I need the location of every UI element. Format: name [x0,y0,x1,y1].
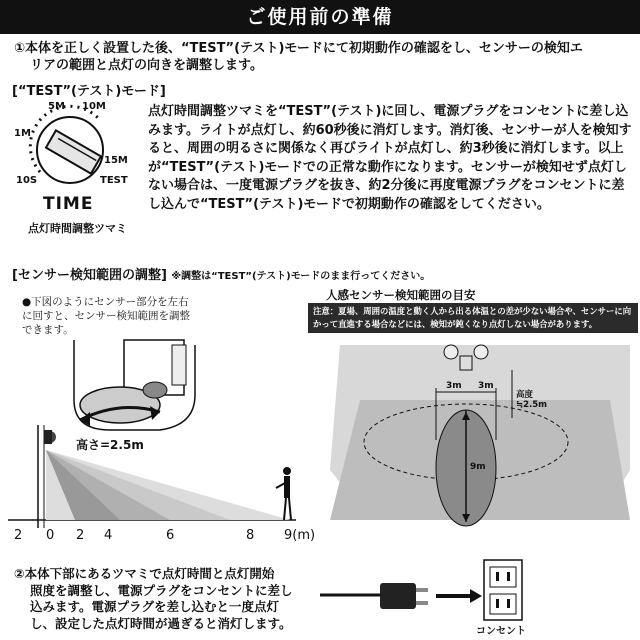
axis-tick-8: 8 [246,528,255,543]
axis-tick-9 [284,528,315,543]
axis-tick-6: 6 [166,528,175,543]
axis-tick-neg2: 2 [14,528,23,543]
dial-label-15m: 15M [104,155,128,166]
step2-line1: ②本体下部にあるツマミで点灯時間と点灯開始 [14,566,275,581]
step2-line4: し、設定した点灯時間が過ぎると消灯します。 [30,615,292,631]
dial-label-10s: 10S [16,175,38,186]
sensor-adjust-note: ※調整は“TEST”(テスト)モードのまま行ってください。 [171,271,431,282]
sensor-height-label: 高さ=2.5m [76,438,144,452]
axis-tick-0: 0 [46,528,55,543]
axis-tick-4: 4 [104,528,113,543]
sensor-closeup [74,340,195,430]
dial-label-10m: 10M [82,101,106,112]
sensor-adjust-bullet: ●下図のようにセンサー部分を左右に回すと、センサー検知範囲を調整できます。 [22,296,190,336]
sensor-adjust-title [12,264,430,283]
sensor-adjust-title-text: [センサー検知範囲の調整] [12,268,167,283]
axis-tick-2: 2 [76,528,85,543]
detection-height-label: 高度≒2.5m [516,390,548,410]
step1-line1: ①本体を正しく設置した後、“TEST”(テスト)モードにて初期動作の確認をし、センサーの検知エ [14,41,583,56]
dial-subtitle: 点灯時間調整ツマミ [28,222,127,235]
detection-depth-label: 9m [470,462,486,472]
axis-unit: (m) [292,528,316,543]
detection-area-title: 人感センサー検知範囲の目安 [326,288,476,302]
label-3m-right: 3m [478,381,494,391]
step2-line2: 照度を調整し、電源プラグをコンセントに差し [30,582,293,598]
detection-warning-box: 注意：夏場、周囲の温度と動く人から出る体温との差が少ない場合や、センサーに向かって直進する場合などには、検知が鈍くなり点灯しない場合があります。 [308,303,638,333]
test-mode-title: [“TEST”(テスト)モード] [12,84,166,99]
detection-area-diagram [330,345,630,526]
step2-line3: 込みます。電源プラグを差し込むと一度点灯 [30,599,280,614]
label-3m-left: 3m [446,381,462,391]
dial-label-5m: 5M [48,101,65,112]
outlet-label: コンセント [476,626,526,637]
dial-label-test: TEST [100,175,128,186]
test-mode-body: 点灯時間調整ツマミを“TEST”(テスト)に回し、電源プラグをコンセントに差し込みます。ライトが点灯し、約60秒後に消灯します。消灯後、センサーが人を検知すると、周囲の明るさに関係なく再びライトが点灯し、約3秒後に消灯します。以上が“TEST”(テスト)モードでの正常な動作になります。センサーが検知せず点灯しない場合は、一度電源プラグを抜き、約2分後に再度電源プラグをコンセントに差し込んで“TEST”(テスト)モードで初期動作の確認をしてください。 [148,104,632,212]
dial-label-1m: 1M [14,128,31,139]
page-header: ご使用前の準備 [0,0,640,34]
sensor-side-illustration [8,425,296,528]
step1-line2: リアの範囲と点灯の向きを調整します。 [30,58,263,73]
time-dial [30,106,103,183]
time-label: TIME [43,194,94,214]
plug-outlet-illustration [320,560,522,620]
axis-tick-9-value: 9 [284,528,293,543]
step2-text [14,566,314,632]
